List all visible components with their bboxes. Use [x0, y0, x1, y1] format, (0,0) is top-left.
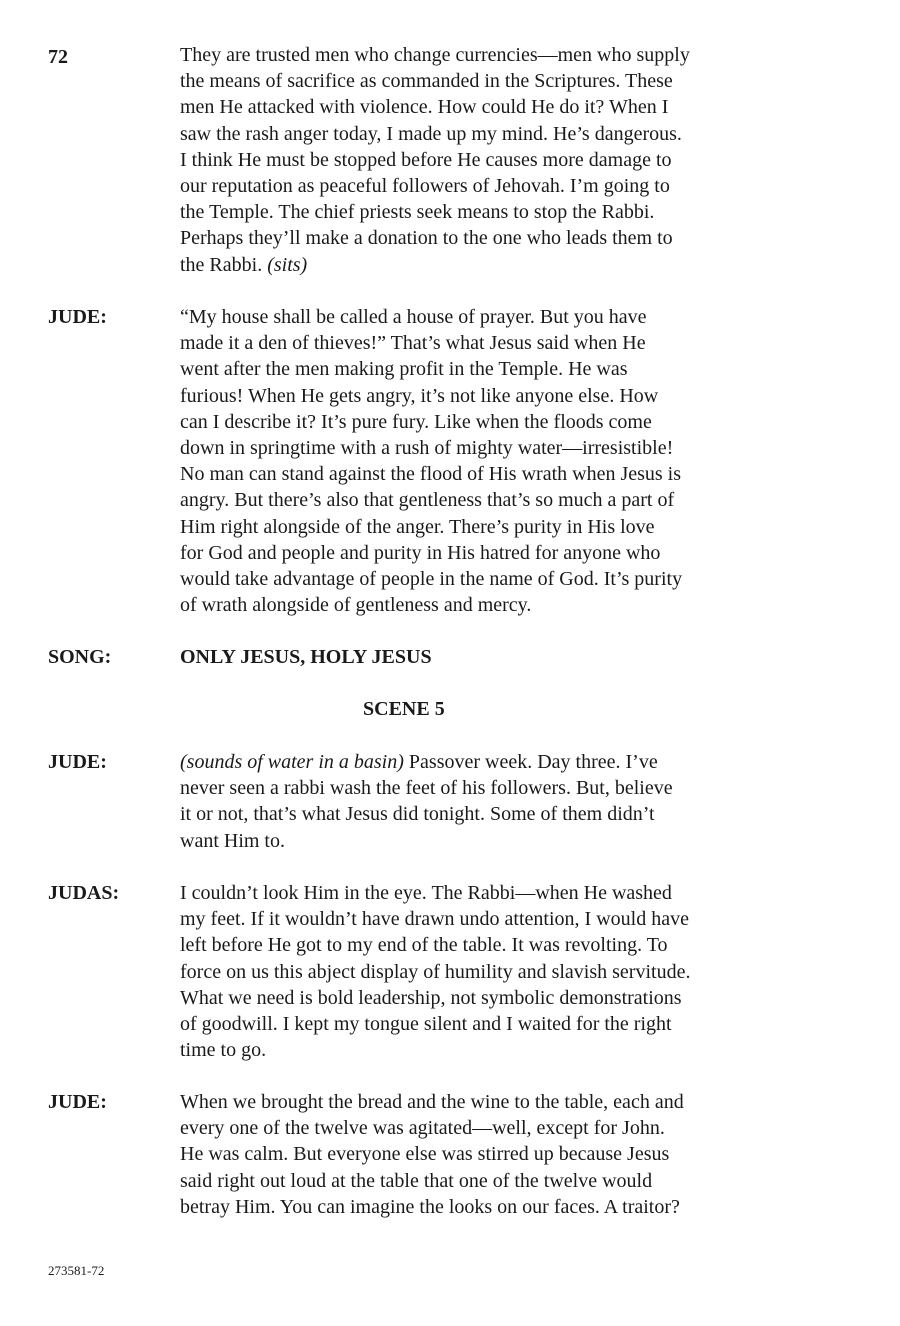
dialogue-text-body: Passover week. Day three. I’ve never seen a rabbi wash the feet of his followers. But, believe it or not, that’s what Jesus did tonight. Some of them didn’t want Him to. — [180, 751, 673, 852]
speaker-label: JUDE: — [48, 306, 107, 328]
dialogue-text: “My house shall be called a house of prayer. But you have made it a den of thieves!” That’s what Jesus said when He went after the men making profit in the Temple. He was furious! When He gets angry, it’s not like anyone else. How can I describe it? It’s pure fury. Like when the floods come down in springtime with a rush of mighty water—irresistible! No man can stand against the flood of His wrath when Jesus is angry. But there’s also that gentleness that’s so much a part of Him right alongside of the anger. There’s purity in His love for God and people and purity in His hatred for anyone who would take advantage of people in the name of God. It’s purity of wrath alongside of gentleness and mercy. — [180, 306, 683, 617]
stage-direction: (sits) — [267, 253, 308, 276]
scene-heading: SCENE 5 — [363, 698, 445, 720]
song-title: ONLY JESUS, HOLY JESUS — [180, 646, 432, 668]
dialogue-text-body: They are trusted men who change currencies—men who supply the means of sacrifice as commanded in the Scriptures. These men He attacked with violence. How could He do it? When I saw the rash anger today, I made up my mind. He’s dangerous. I think He must be stopped before He causes more damage to our reputation as peaceful followers of Jehovah. I’m going to the Temple. The chief priests seek means to stop the Rabbi. Perhaps they’ll make a donation to the one who leads them to the Rabbi. — [180, 44, 690, 276]
speaker-label: JUDE: — [48, 1091, 107, 1113]
dialogue-text: When we brought the bread and the wine to the table, each and every one of the twelve was agitated—well, except for John. He was calm. But everyone else was stirred up because Jesus said right out loud at the table that one of the twelve would betray Him. You can imagine the looks on our faces. A traitor? — [180, 1091, 684, 1218]
speaker-label: JUDE: — [48, 751, 107, 773]
page-number: 72 — [48, 46, 68, 68]
dialogue-text: I couldn’t look Him in the eye. The Rabbi—when He washed my feet. If it wouldn’t have drawn undo attention, I would have left before He got to my end of the table. It was revolting. To force on us this abject display of humility and slavish servitude. What we need is bold leadership, not symbolic demonstrations of goodwill. I kept my tongue silent and I waited for the right time to go. — [180, 882, 691, 1062]
song-label: SONG: — [48, 646, 112, 668]
speaker-label: JUDAS: — [48, 882, 120, 904]
footer-code: 273581-72 — [48, 1263, 105, 1278]
dialogue-text — [180, 749, 750, 854]
dialogue-text — [180, 42, 750, 278]
stage-direction: (sounds of water in a basin) — [180, 751, 404, 773]
